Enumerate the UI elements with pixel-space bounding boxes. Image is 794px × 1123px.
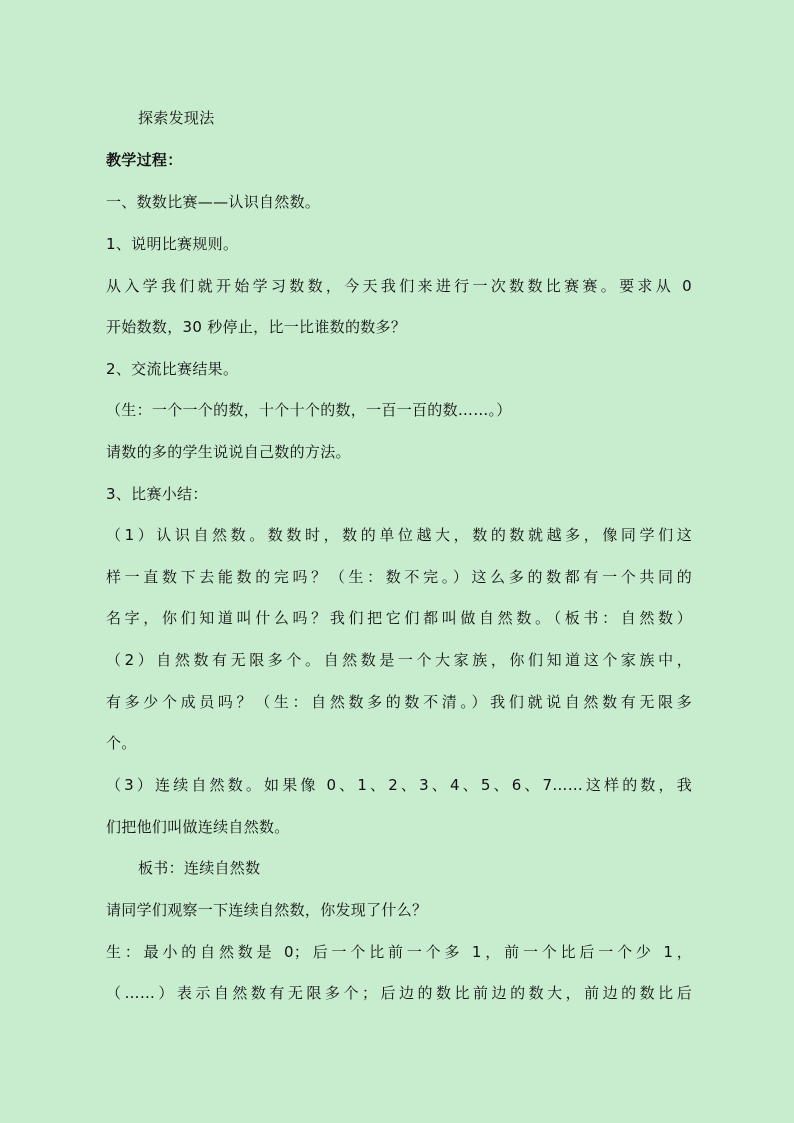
method-line: 探索发现法 — [138, 109, 215, 127]
paragraph-line: （1）认识自然数。数数时，数的单位越大，数的数就越多，像同学们这 — [106, 526, 692, 544]
paragraph-line: （……）表示自然数有无限多个；后边的数比前边的数大，前边的数比后 — [106, 984, 692, 1002]
paragraph-line: 从入学我们就开始学习数数，今天我们来进行一次数数比赛赛。要求从 0 — [106, 277, 692, 295]
paragraph-line: （2）自然数有无限多个。自然数是一个大家族，你们知道这个家族中， — [106, 651, 692, 669]
step-heading: 3、比赛小结： — [106, 485, 208, 503]
step-heading: 2、交流比赛结果。 — [106, 360, 239, 378]
paragraph-line: 们把他们叫做连续自然数。 — [106, 818, 290, 836]
paragraph-line: 请数的多的学生说说自己数的方法。 — [106, 443, 351, 461]
part-title: 一、数数比赛——认识自然数。 — [106, 193, 321, 211]
paragraph-line: 开始数数，30 秒停止，比一比谁数的数多？ — [106, 318, 407, 336]
paragraph-line: （3）连续自然数。如果像 0、1、2、3、4、5、6、7……这样的数，我 — [106, 776, 692, 794]
section-heading: 教学过程： — [106, 151, 183, 169]
paragraph-line: （生：一个一个的数，十个十个的数，一百一百的数……。） — [106, 401, 512, 419]
paragraph-line: 生：最小的自然数是 0；后一个比前一个多 1，前一个比后一个少 1， — [106, 943, 692, 961]
paragraph-line: 名字，你们知道叫什么吗？我们把它们都叫做自然数。（板书：自然数） — [106, 609, 692, 627]
paragraph-line: 有多少个成员吗？（生：自然数多的数不清。）我们就说自然数有无限多 — [106, 693, 692, 711]
step-heading: 1、说明比赛规则。 — [106, 235, 239, 253]
board-note: 板书：连续自然数 — [138, 859, 261, 877]
paragraph-line: 样一直数下去能数的完吗？（生：数不完。）这么多的数都有一个共同的 — [106, 568, 692, 586]
paragraph-line: 个。 — [106, 734, 137, 752]
paragraph-line: 请同学们观察一下连续自然数，你发现了什么？ — [106, 901, 428, 919]
